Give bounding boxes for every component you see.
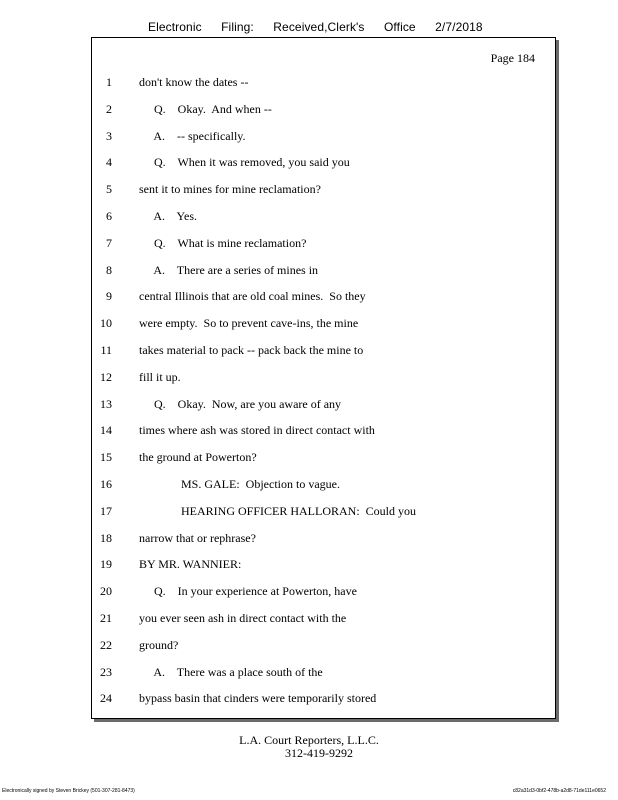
transcript-line: [92, 504, 555, 520]
line-number: 18: [100, 530, 112, 545]
line-text: were empty. So to prevent cave-ins, the mine: [139, 316, 359, 331]
line-number: 20: [100, 584, 112, 599]
line-number: 3: [106, 128, 112, 143]
line-text: A. Yes.: [139, 209, 198, 223]
transcript-line: [92, 75, 555, 91]
transcript-line: [92, 665, 555, 681]
signature-note: Electronically signed by Steven Brickey (501-307-281-8473): [2, 788, 135, 794]
transcript-line: [92, 477, 555, 493]
transcript-line: [92, 129, 555, 145]
line-text: central Illinois that are old coal mines. So they: [139, 289, 366, 304]
line-text: don't know the dates --: [139, 75, 249, 89]
line-number: 12: [100, 369, 112, 384]
line-number: 9: [106, 289, 112, 304]
filing-stamp-header: [148, 20, 483, 34]
line-text: ground?: [139, 637, 179, 652]
transcript-line: [92, 423, 555, 439]
transcript-page: [91, 37, 556, 719]
line-number: 23: [100, 664, 112, 679]
court-reporter-name: L.A. Court Reporters, L.L.C.: [239, 733, 379, 747]
line-text: takes material to pack -- pack back the mine to: [139, 343, 364, 357]
transcript-line: [92, 343, 555, 359]
line-number: 1: [106, 75, 112, 89]
line-text: Q. In your experience at Powerton, have: [139, 584, 357, 599]
line-number: 10: [100, 316, 112, 331]
filing-date: 2/7/2018: [435, 20, 483, 34]
transcript-line: [92, 370, 555, 386]
filing-word-filing: Filing:: [221, 20, 254, 34]
line-number: 15: [100, 450, 112, 465]
transcript-line: [92, 155, 555, 171]
line-number: 21: [100, 611, 112, 625]
filing-word-office: Office: [383, 20, 416, 34]
transcript-line: [92, 182, 555, 198]
line-number: 2: [106, 101, 112, 116]
filing-word-electronic: Electronic: [148, 20, 202, 34]
transcript-line: [92, 102, 555, 118]
transcript-line: [92, 263, 555, 279]
line-number: 7: [106, 235, 112, 250]
transcript-line: [92, 450, 555, 466]
transcript-line: [92, 397, 555, 413]
transcript-line: [92, 691, 555, 707]
line-number: 19: [100, 557, 112, 572]
line-text: the ground at Powerton?: [139, 450, 257, 465]
line-number: 16: [100, 477, 112, 491]
line-text: fill it up.: [139, 369, 181, 384]
line-text: Q. When it was removed, you said you: [139, 155, 350, 170]
line-text: A. There are a series of mines in: [139, 262, 319, 277]
transcript-line: [92, 557, 555, 573]
transcript-line: [92, 209, 555, 225]
transcript-line: [92, 638, 555, 654]
transcript-line: [92, 611, 555, 627]
transcript-line: [92, 584, 555, 600]
line-number: 8: [106, 262, 112, 277]
page-number: Page 184: [490, 51, 535, 65]
line-text: narrow that or rephrase?: [139, 530, 256, 545]
line-number: 24: [100, 691, 112, 706]
transcript-line: [92, 316, 555, 332]
line-text: HEARING OFFICER HALLORAN: Could you: [139, 503, 417, 518]
line-number: 22: [100, 637, 112, 652]
line-text: times where ash was stored in direct contact with: [139, 423, 375, 438]
court-reporter-phone: 312-419-9292: [285, 746, 353, 760]
filing-word-received: Received,Clerk's: [273, 20, 365, 34]
line-number: 5: [106, 182, 112, 197]
line-number: 6: [106, 209, 112, 223]
line-number: 11: [100, 343, 112, 357]
transcript-line: [92, 289, 555, 305]
line-text: MS. GALE: Objection to vague.: [139, 477, 340, 491]
court-reporter-footer: [0, 734, 618, 760]
line-text: bypass basin that cinders were temporarily stored: [139, 691, 377, 706]
line-text: sent it to mines for mine reclamation?: [139, 182, 321, 197]
transcript-line: [92, 236, 555, 252]
line-text: Q. Okay. And when --: [139, 101, 272, 116]
line-text: A. -- specifically.: [139, 128, 246, 143]
document-hash: c82a31d3-0bf2-478b-a2d8-71de111e0652: [512, 788, 606, 794]
line-text: A. There was a place south of the: [139, 664, 323, 679]
line-text: Q. Okay. Now, are you aware of any: [139, 396, 342, 411]
line-number: 14: [100, 423, 112, 438]
line-text: you ever seen ash in direct contact with the: [139, 611, 347, 625]
line-number: 13: [100, 396, 112, 411]
line-text: BY MR. WANNIER:: [139, 557, 242, 572]
transcript-line: [92, 531, 555, 547]
line-number: 17: [100, 503, 112, 518]
line-number: 4: [106, 155, 112, 170]
line-text: Q. What is mine reclamation?: [139, 235, 307, 250]
